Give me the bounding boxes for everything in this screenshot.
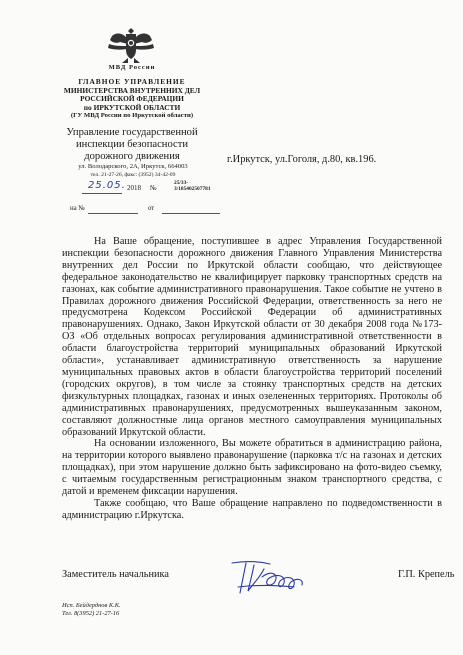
org-line: (ГУ МВД России по Иркутской области) bbox=[70, 112, 194, 120]
handwritten-signature-icon bbox=[224, 555, 324, 597]
signer-title: Заместитель начальника bbox=[62, 569, 169, 580]
from-underline bbox=[162, 213, 220, 214]
recipient-address: г.Иркутск, ул.Гоголя, д.80, кв.196. bbox=[227, 154, 377, 165]
mvd-emblem-icon bbox=[106, 22, 156, 64]
registration-number-line: 25/33- bbox=[174, 180, 189, 186]
dept-line: дорожного движения bbox=[84, 150, 180, 162]
dept-line: Управление государственной bbox=[66, 127, 198, 138]
date-underline bbox=[82, 193, 122, 194]
executor-name: Исп. Бейдерднов К.К. bbox=[62, 602, 121, 609]
dept-line: инспекции безопасности bbox=[75, 138, 189, 150]
executor-phone: Тел. 8(3952) 21-27-16 bbox=[62, 610, 120, 618]
phone-line: тел. 21-27-26, факс: (3952) 34-42-09 bbox=[90, 172, 176, 178]
org-line: по ИРКУТСКОЙ ОБЛАСТИ bbox=[83, 102, 181, 112]
from-label: от bbox=[148, 205, 155, 212]
org-line: РОССИЙСКОЙ ФЕДЕРАЦИИ bbox=[80, 94, 184, 104]
address-line: ул. Володарского, 2А, Иркутск, 664003 bbox=[78, 163, 188, 170]
executor-info bbox=[62, 602, 121, 618]
ref-label: на № bbox=[70, 205, 85, 212]
letter-body bbox=[62, 236, 442, 522]
outgoing-registration bbox=[70, 180, 230, 197]
org-line: МИНИСТЕРСТВА ВНУТРЕННИХ ДЕЛ bbox=[63, 85, 201, 95]
registration-number bbox=[174, 180, 211, 192]
registration-year: 2018 bbox=[127, 184, 141, 192]
signer-name: Г.П. Крепель bbox=[398, 569, 455, 580]
sender-address bbox=[62, 163, 204, 179]
body-paragraph: Также сообщаю, что Ваше обращение направлено по подведомственности в администрацию г.Иркутска. bbox=[62, 497, 442, 521]
handwritten-date: 25.05. bbox=[88, 180, 126, 191]
department-name bbox=[60, 127, 204, 162]
registration-number-line: 3/185402507781 bbox=[174, 186, 211, 193]
emblem-caption: МВД России bbox=[108, 64, 156, 71]
body-paragraph: На Ваше обращение, поступившее в адрес Управления Государственной инспекции безопасности дорожного движения Главного Управления Министерства внутренних дел России по Иркутской области сообщаю, что действующее федеральное законодательство не квалифицирует парковку транспортных средств на газонах, как событие административного правонарушения. Такое событие не учтено в Правилах дорожного движения Российской Федерации, ответственность за него не предусмотрена Кодексом Российской Федерации об административных правонарушениях. Однако, Закон Иркутской области от 30 декабря 2008 года №173-ОЗ «Об отдельных вопросах регулирования административной ответственности в области благоустройства территорий муниципальных образований Иркутской области», устанавливает административную ответственность за нарушение муниципальных правовых актов в области благоустройства территорий поселений (городских округов), в том числе за стоянку транспортных средств на детских физкультурных площадках, газонах и иных озелененных территориях. Протоколы об административных правонарушениях, предусмотренных вышеуказанным законом, составляют должностные лица органов местного самоуправления муниципальных образований Иркутской области. bbox=[62, 236, 442, 438]
number-label: № bbox=[150, 184, 157, 192]
org-line: ГЛАВНОЕ УПРАВЛЕНИЕ bbox=[78, 77, 186, 86]
organization-header bbox=[62, 78, 202, 121]
body-paragraph: На основании изложенного, Вы можете обратиться в администрацию района, на территории которого выявлено правонарушение (парковка т/с на газонах и детских площадках), при этом нарушение должно быть зафиксировано на фото-видео съемку, с читаемым государственным регистрационным знаком транспортного средства, с датой и временем фиксации нарушения. bbox=[62, 438, 442, 498]
ref-underline bbox=[88, 213, 138, 214]
